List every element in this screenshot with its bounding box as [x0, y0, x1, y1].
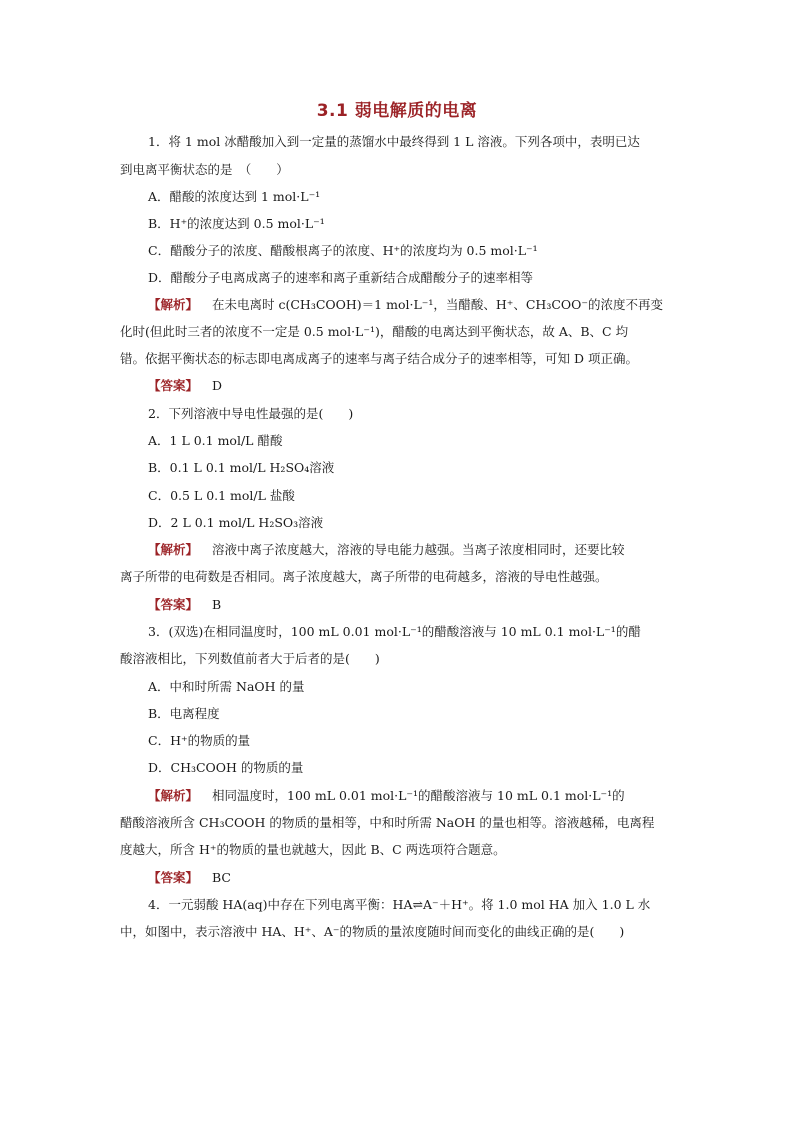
answer-label: 【答案】 — [148, 870, 199, 885]
q1-analysis-text: 在未电离时 c(CH₃COOH)＝1 mol·L⁻¹，当醋酸、H⁺、CH₃COO⁻的浓度不再变 — [212, 297, 663, 312]
analysis-label: 【解析】 — [148, 297, 199, 312]
q2-analysis-line-2: 离子所带的电荷数是否相同。离子浓度越大，离子所带的电荷越多，溶液的导电性越强。 — [120, 569, 608, 584]
q2-option-b: B．0.1 L 0.1 mol/L H₂SO₄溶液 — [148, 460, 335, 475]
answer-label: 【答案】 — [148, 597, 199, 612]
q3-option-d: D．CH₃COOH 的物质的量 — [148, 760, 304, 775]
q3-analysis-line-3: 度越大，所含 H⁺的物质的量也就越大，因此 B、C 两选项符合题意。 — [120, 842, 506, 857]
q1-option-b: B．H⁺的浓度达到 0.5 mol·L⁻¹ — [148, 216, 325, 231]
q2-answer-line — [148, 597, 708, 613]
q2-analysis-text: 溶液中离子浓度越大，溶液的导电能力越强。当离子浓度相同时，还要比较 — [212, 542, 625, 557]
q3-stem-line-2: 酸溶液相比，下列数值前者大于后者的是( ) — [120, 651, 380, 666]
q3-option-c: C．H⁺的物质的量 — [148, 733, 251, 748]
q2-stem: 2．下列溶液中导电性最强的是( ) — [148, 406, 354, 421]
q3-analysis-line-1 — [148, 788, 708, 804]
q2-option-a: A．1 L 0.1 mol/L 醋酸 — [148, 433, 283, 448]
q3-stem-line-1: 3．(双选)在相同温度时，100 mL 0.01 mol·L⁻¹的醋酸溶液与 10 mL 0.1 mol·L⁻¹的醋 — [148, 624, 641, 639]
q2-option-c: C．0.5 L 0.1 mol/L 盐酸 — [148, 488, 295, 503]
q3-answer-line — [148, 870, 708, 886]
q3-option-a: A．中和时所需 NaOH 的量 — [148, 679, 305, 694]
q1-analysis-line-2: 化时(但此时三者的浓度不一定是 0.5 mol·L⁻¹)，醋酸的电离达到平衡状态，故 A、B、C 均 — [120, 324, 629, 339]
q1-stem-line-1: 1．将 1 mol 冰醋酸加入到一定量的蒸馏水中最终得到 1 L 溶液。下列各项中，表明已达 — [148, 134, 640, 149]
analysis-label: 【解析】 — [148, 542, 199, 557]
q3-answer: BC — [212, 870, 231, 885]
q1-analysis-line-3: 错。依据平衡状态的标志即电离成离子的速率与离子结合成分子的速率相等，可知 D 项正确。 — [120, 351, 638, 366]
q1-option-d: D．醋酸分子电离成离子的速率和离子重新结合成醋酸分子的速率相等 — [148, 270, 534, 285]
q3-analysis-line-2: 醋酸溶液所含 CH₃COOH 的物质的量相等，中和时所需 NaOH 的量也相等。溶液越稀，电离程 — [120, 815, 655, 830]
q1-option-c: C．醋酸分子的浓度、醋酸根离子的浓度、H⁺的浓度均为 0.5 mol·L⁻¹ — [148, 243, 538, 258]
page-title: 3.1 弱电解质的电离 — [316, 101, 478, 121]
q3-analysis-text: 相同温度时，100 mL 0.01 mol·L⁻¹的醋酸溶液与 10 mL 0.1 mol·L⁻¹的 — [212, 788, 625, 803]
q4-stem-line-1: 4．一元弱酸 HA(aq)中存在下列电离平衡：HA⇌A⁻＋H⁺。将 1.0 mol HA 加入 1.0 L 水 — [148, 897, 651, 912]
q1-answer-line — [148, 378, 708, 394]
q1-stem-line-2: 到电离平衡状态的是 （ ） — [120, 162, 289, 177]
q1-answer: D — [212, 378, 223, 393]
q2-answer: B — [212, 597, 222, 612]
q2-option-d: D．2 L 0.1 mol/L H₂SO₃溶液 — [148, 515, 324, 530]
q1-option-a: A．醋酸的浓度达到 1 mol·L⁻¹ — [148, 189, 321, 204]
q3-option-b: B．电离程度 — [148, 706, 220, 721]
analysis-label: 【解析】 — [148, 788, 199, 803]
q4-stem-line-2: 中，如图中，表示溶液中 HA、H⁺、A⁻的物质的量浓度随时间而变化的曲线正确的是( ) — [120, 924, 625, 939]
answer-label: 【答案】 — [148, 378, 199, 393]
q2-analysis-line-1 — [148, 542, 708, 558]
q1-analysis-line-1 — [148, 297, 708, 313]
